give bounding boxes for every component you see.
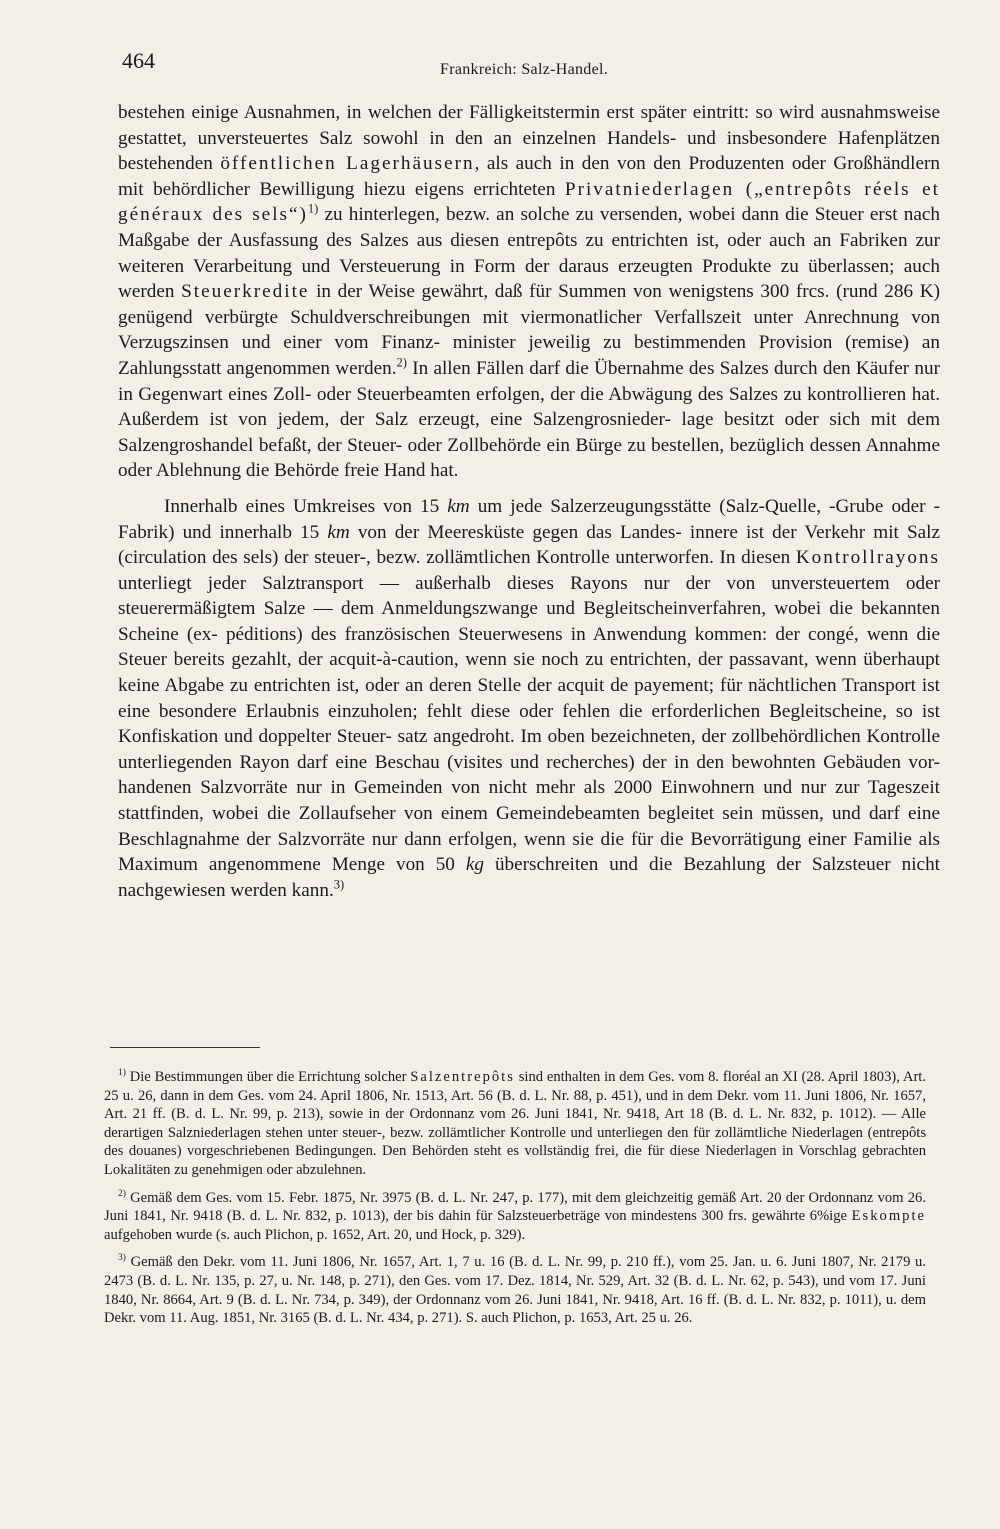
footnote-ref: 3) <box>118 1253 126 1264</box>
text-run: Gemäß den Dekr. vom 11. Juni 1806, Nr. 1657, Art. 1, 7 u. 16 (B. d. L. Nr. 99, p. 210 ff.), vom 25. Jan. u. 6. Juni 1807, Nr. 2179 u. 2473 (B. d. L. Nr. 135, p. 27, u. Nr. 148, p. 271), den Ges. vom 17. Dez. 1814, Nr. 529, Art. 32 (B. d. L. Nr. 62, p. 543), und vom 17. Juni 1840, Nr. 8664, Art. 9 (B. d. L. Nr. 734, p. 349), der Ordonnanz vom 26. Juni 1841, Nr. 9418, Art. 16 ff. (B. d. L. Nr. 832, p. 1011), u. dem Dekr. vom 11. Aug. 1851, Nr. 3165 (B. d. L. Nr. 434, p. 271). S. auch Plichon, p. 1653, Art. 25 u. 26. <box>104 1254 926 1327</box>
footnote-ref: 2) <box>396 355 407 370</box>
footnote-ref: 2) <box>118 1188 126 1199</box>
text-run: km <box>447 495 470 517</box>
text-run: , als auch in den von den Produzenten oder Großhändlern mit behördlicher Bewilligung hiezu eigens errichteten <box>118 153 940 200</box>
footnote-ref: 1) <box>118 1068 126 1079</box>
text-run: öffentlichen Lagerhäusern <box>220 153 475 175</box>
text-run: km <box>327 521 350 543</box>
text-run: aufgehoben wurde (s. auch Plichon, p. 1652, Art. 20, und Hock, p. 329). <box>104 1226 526 1243</box>
paragraph-1 <box>118 100 940 484</box>
footnote-3 <box>104 1253 926 1327</box>
text-run: in der Weise gewährt, daß für Summen von wenigstens 300 frcs. (rund 286 K) genügend verbürgte Schuldverschreibungen mit viermonatlicher Verfallszeit unter Anrechnung von Verzugszinsen und einer vom Finanz- minister jeweilig zu bestimmenden Provision (remise) an Zahlungsstatt angenommen werden. <box>118 281 940 379</box>
text-run: kg <box>465 854 484 876</box>
footnote-1 <box>104 1068 926 1180</box>
footnote-2 <box>104 1189 926 1245</box>
text-run: Salzentrepôts <box>410 1069 515 1085</box>
page-header <box>122 48 942 88</box>
running-head: Frankreich: Salz-Handel. <box>440 61 609 78</box>
footnote-ref: 3) <box>333 877 345 892</box>
text-run: sind enthalten in dem Ges. vom 8. floréal an XI (28. April 1803), Art. 25 u. 26, dann in dem Ges. vom 24. April 1806, Nr. 1513, Art. 56 (B. d. L. Nr. 88, p. 451), und in dem Dekr. vom 11. Juni 1806, Nr. 1657, Art. 21 ff. (B. d. L. Nr. 99, p. 213), sowie in der Ordonnanz vom 26. Juni 1841, Nr. 9418, Art 18 (B. d. L. Nr. 832, p. 1012). — Alle derartigen Salzniederlagen stehen unter steuer-, bezw. zollämtlicher Kontrolle und unterliegen den für zollämtliche Niederlagen (entrepôts des douanes) vorgeschriebenen Bedingungen. Den Behörden steht es vollständig frei, die für diese Niederlagen in Vorschlag gebrachten Lokalitäten zu genehmigen oder abzulehnen. <box>104 1069 927 1178</box>
footnote-ref: 1) <box>307 201 319 216</box>
text-run: bestehen einige Ausnahmen, in welchen der Fälligkeitstermin erst später eintritt: so wird ausnahmsweise gestattet, unversteuertes Salz sowohl in den an einzelnen Handels- und insbesondere Hafenplätzen bestehenden <box>118 102 940 175</box>
text-run: Gemäß dem Ges. vom 15. Febr. 1875, Nr. 3975 (B. d. L. Nr. 247, p. 177), mit dem gleichzeitig gemäß Art. 20 der Ordonnanz vom 26. Juni 1841, Nr. 9418 (B. d. L. Nr. 832, p. 1013), der bis dahin für Salzsteuerbeträge von mindestens 300 frs. gewährte 6%ige <box>104 1189 926 1225</box>
text-run: Steuerkredite <box>181 281 310 303</box>
text-run: Eskompte <box>851 1208 926 1225</box>
paragraph-2 <box>118 494 940 904</box>
text-run: um jede Salzerzeugungsstätte (Salz-Quelle, -Grube oder -Fabrik) und innerhalb 15 <box>118 495 940 543</box>
text-run: unterliegt jeder Salztransport — außerhalb dieses Rayons nur der von unversteuertem oder steuerermäßigtem Salze — dem Anmeldungszwange und Begleitscheinverfahren, wobei die bekannten Scheine (ex- péditions) des französischen Steuerwesens in Anwendung kommen: der congé, wenn die Steuer bereits gezahlt, der acquit-à-caution, wenn sie noch zu entrichten, der passavant, wenn überhaupt keine Abgabe zu entrichten ist, oder an deren Stelle der acquit de payement; für nächtlichen Transport ist eine besondere Erlaubnis einzuholen; fehlt diese oder fehlen die erforderlichen Begleitscheine, so ist Konfiskation und doppelter Steuer- satz angedroht. Im oben bezeichneten, der zollbehördlichen Kontrolle unterliegenden Rayon darf eine Beschau (visites und recherches) der in den bewohnten Gebäuden vor- handenen Salzvorräte nur in Gemeinden von nicht mehr als 2000 Einwohnern und nur zur Tageszeit stattfinden, wobei die Zollaufseher von einem Gemeindebeamten begleitet sein müssen, und darf eine Beschlagnahme der Salzvorräte nur dann erfolgen, wenn sie die für die Bevorrätigung einer Familie als Maximum angenommene Menge von 50 <box>118 572 940 876</box>
text-run: Kontrollrayons <box>795 547 940 569</box>
text-run: von der Meeresküste gegen das Landes- innere ist der Verkehr mit Salz (circulation des sels) der steuer-, bezw. zollämtlichen Kontrolle unterworfen. In diesen <box>118 521 940 569</box>
page-number: 464 <box>122 48 155 73</box>
text-run: In allen Fällen darf die Übernahme des Salzes durch den Käufer nur in Gegenwart eines Zoll- oder Steuerbeamten erfolgen, der die Abwägung des Salzes zu kontrollieren hat. Außerdem ist von jedem, der Salz erzeugt, eine Salzengrosnieder- lage besitzt oder sich mit dem Salzengroshandel befaßt, der Steuer- oder Zollbehörde ein Bürge zu bestellen, bezüglich dessen Annahme oder Ablehnung die Behörde freie Hand hat. <box>118 357 940 482</box>
text-run: Die Bestimmungen über die Errichtung solcher <box>125 1069 411 1085</box>
footnote-separator <box>110 1047 260 1048</box>
main-text <box>118 100 940 903</box>
text-run: Innerhalb eines Umkreises von 15 <box>164 495 448 517</box>
text-run: zu hinterlegen, bezw. an solche zu versenden, wobei dann die Steuer erst nach Maßgabe der Ausfassung des Salzes aus diesen entrepôts zu entrichten ist, oder auch an Fabriken zur weiteren Verarbeitung und Versteuerung in Form der daraus erzeugten Produkte zu überlassen; auch werden <box>118 204 941 303</box>
text-run: überschreiten und die Bezahlung der Salzsteuer nicht nachgewiesen werden kann. <box>118 854 941 901</box>
text-run: Privatniederlagen („entrepôts réels et généraux des sels“) <box>118 178 940 226</box>
footnotes <box>104 1068 926 1337</box>
